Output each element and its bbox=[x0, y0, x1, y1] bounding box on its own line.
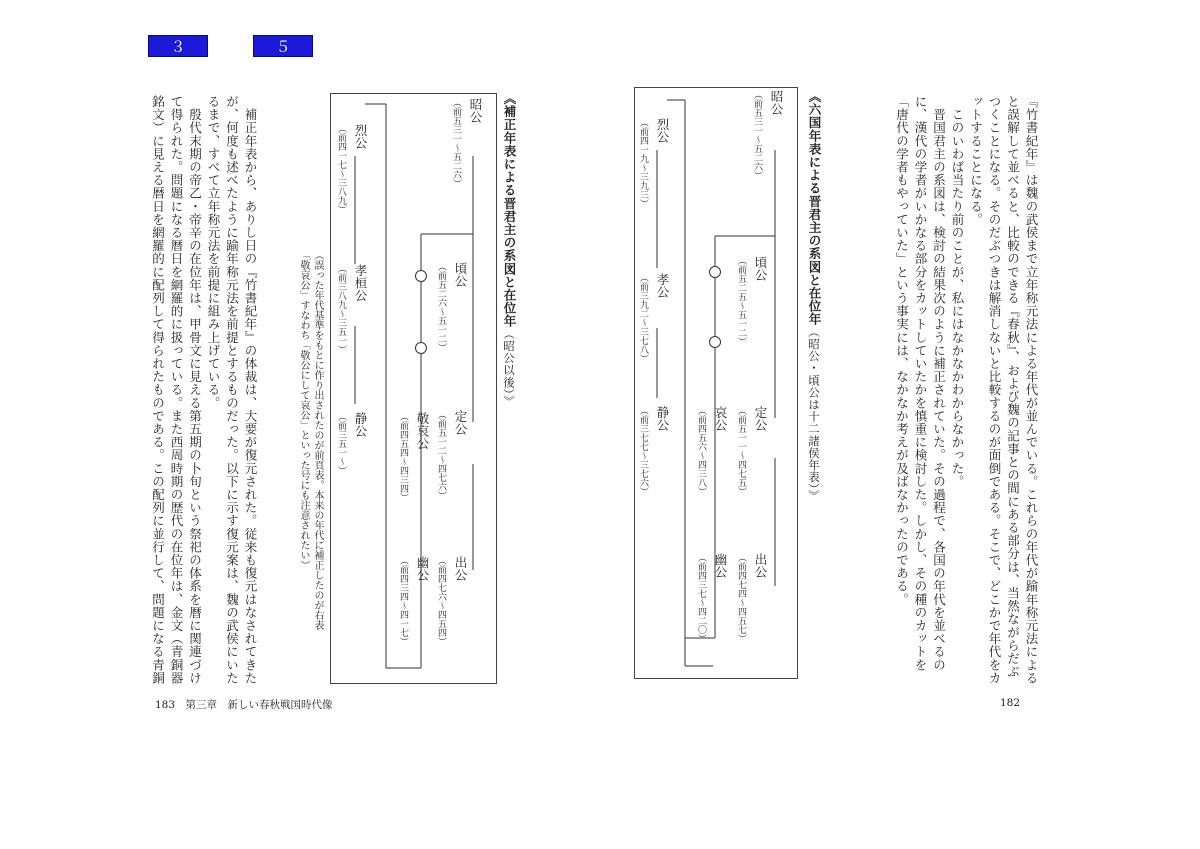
unknown-ruler-circle bbox=[709, 336, 721, 348]
ruler-name: 孝桓公 bbox=[353, 264, 368, 302]
ruler-name: 哀公 bbox=[713, 406, 728, 431]
text-column: つくことになる。そのだぶつきは解消しないと比較するのが面倒である。そこで、どこかで年代をカ bbox=[987, 95, 1002, 685]
text-column: て得られた。問題になる暦日を網羅的に扱っている。また西周時期の歴代の在位年は、金文（青銅器 bbox=[169, 95, 184, 685]
go-to-page-5-button[interactable]: ５ へ bbox=[253, 35, 313, 57]
node-you bbox=[695, 553, 729, 643]
ruler-name: 昭公 bbox=[468, 98, 483, 123]
text-column: 銘文）に見える暦日を網羅的に配列して得られたものである。この配列に並行して、問題になる青銅 bbox=[150, 95, 166, 685]
right-genealogy-diagram bbox=[634, 87, 798, 679]
reign-years: （前四五六〜四三八） bbox=[696, 406, 706, 496]
node-ding bbox=[435, 410, 469, 500]
reign-years: （前三五一〜） bbox=[336, 412, 346, 475]
node-lie bbox=[637, 118, 671, 208]
right-page-body-text bbox=[892, 95, 1040, 695]
ruler-name: 烈公 bbox=[353, 124, 368, 149]
diagram-note bbox=[296, 250, 324, 630]
reign-years: （前五一一〜四七五） bbox=[736, 406, 746, 496]
node-xiao bbox=[637, 273, 671, 363]
node-chu bbox=[435, 556, 469, 646]
reign-years: （前四七四〜四五七） bbox=[736, 553, 746, 643]
text-column: に、漢代の学者がいかなる部分をカットしていたかを慎重に検討した。しかし、その種のカットを bbox=[913, 95, 928, 672]
left-genealogy-diagram bbox=[330, 93, 497, 684]
ruler-name: 静公 bbox=[353, 412, 368, 437]
node-jing bbox=[637, 406, 671, 496]
left-page-footer: 183 第三章 新しい春秋戦国時代像 bbox=[155, 699, 333, 711]
ruler-name: 頃公 bbox=[753, 256, 768, 281]
reign-years: （前四五四〜四三四） bbox=[398, 412, 408, 502]
ruler-name: 烈公 bbox=[655, 118, 670, 143]
ruler-name: 幽公 bbox=[415, 556, 430, 581]
reign-years: （前三八九〜三五一） bbox=[336, 264, 346, 354]
reign-years: （前五三一〜五二六） bbox=[451, 98, 461, 188]
text-column: 『竹書紀年』は魏の武侯まで立年称元法による年代が並んでいる。これらの年代が踰年称元法による bbox=[1024, 95, 1039, 685]
ruler-name: 定公 bbox=[453, 410, 468, 435]
node-ai bbox=[695, 406, 729, 496]
ruler-name: 幽公 bbox=[713, 553, 728, 578]
caption-main: 《六国年表による晋君主の系図と在位年 bbox=[807, 90, 822, 326]
node-zhao bbox=[751, 90, 785, 180]
text-column: と誤解して並べると、比較のできる『春秋』、および魏の記事との間にある部分は、当然ながらだぶ bbox=[1005, 95, 1021, 679]
reign-years: （前五二六〜五一二） bbox=[436, 262, 446, 352]
note-line: （誤った年代基準をもとに作り出されたのが前頁表。本来の年代に補正したのが右表 bbox=[312, 250, 323, 630]
reign-years: （前三九二〜三七八） bbox=[638, 273, 648, 363]
node-lie bbox=[335, 124, 369, 214]
node-ding bbox=[735, 406, 769, 496]
reign-years: （前四一九〜三九三） bbox=[638, 118, 648, 208]
text-column: が、何度も述べたように踰年称元法を前提とするものだった。以下に示す復元案は、魏の武侯にいた bbox=[224, 95, 240, 685]
ruler-name: 頃公 bbox=[453, 262, 468, 287]
ruler-name: 孝公 bbox=[655, 273, 670, 298]
node-zhao bbox=[450, 98, 484, 188]
ruler-name: 出公 bbox=[453, 556, 468, 581]
ruler-name: 定公 bbox=[753, 406, 768, 431]
text-column: このいわば当たり前のことが、私にはなかなかわからなかった。 bbox=[950, 95, 965, 488]
node-qing bbox=[435, 262, 469, 352]
reign-years: （前五三一〜五二六） bbox=[752, 90, 762, 180]
node-qing bbox=[735, 256, 769, 346]
text-column: 「唐代の学者もやっていた」という事実には、なかなか考えが及ばなかったのである。 bbox=[894, 95, 910, 606]
left-page-body-text bbox=[148, 95, 259, 695]
text-column: 殷代末期の帝乙・帝辛の在位年は、甲骨文に見える第五期の卜旬という祭祀の体系を暦に関連づけ bbox=[187, 95, 203, 685]
node-jing bbox=[335, 412, 369, 475]
go-to-page-3-button[interactable]: ３ へ bbox=[148, 35, 208, 57]
text-column: 晋国君主の系図は、検討の結果次のように補正されていた。その過程で、各国の年代を並べるの bbox=[931, 95, 947, 672]
caption-sub: （昭公・頃公は十二諸侯年表）》 bbox=[807, 325, 821, 502]
note-line: 「敬哀公」すなわち「敬公にして哀公」といった号にも注意されたい） bbox=[298, 250, 309, 570]
unknown-ruler-circle bbox=[709, 266, 721, 278]
node-xiaohuan bbox=[335, 264, 369, 354]
unknown-ruler-circle bbox=[415, 270, 427, 282]
reign-years: （前四七六〜四五四） bbox=[436, 556, 446, 646]
reign-years: （前三七七〜三七六） bbox=[638, 406, 648, 496]
right-diagram-caption bbox=[805, 90, 823, 502]
text-column: 補正年表から、ありし日の『竹書紀年』の体裁は、大要が復元された。従来も復元はなされてきた bbox=[243, 95, 258, 685]
text-column: るまで、すべて立年称元法を前提に組み上げている。 bbox=[206, 95, 221, 410]
text-column: ットすることになる。 bbox=[968, 95, 984, 226]
ruler-name: 出公 bbox=[753, 553, 768, 578]
node-you bbox=[397, 556, 431, 646]
ruler-name: 昭公 bbox=[769, 90, 784, 115]
unknown-ruler-circle bbox=[415, 342, 427, 354]
caption-sub: （昭公以後）》 bbox=[502, 327, 516, 407]
reign-years: （前五一二〜四七六） bbox=[436, 410, 446, 500]
reign-years: （前四三四〜四一七） bbox=[398, 556, 408, 646]
right-page-number: 182 bbox=[1000, 697, 1021, 709]
reign-years: （前四一七〜三八九） bbox=[336, 124, 346, 214]
left-diagram-caption bbox=[500, 92, 518, 407]
ruler-name: 敬哀公 bbox=[415, 412, 430, 450]
caption-main: 《補正年表による晋君主の系図と在位年 bbox=[502, 92, 517, 328]
node-chu bbox=[735, 553, 769, 643]
ruler-name: 静公 bbox=[655, 406, 670, 431]
reign-years: （前五二五〜五一二） bbox=[736, 256, 746, 346]
reign-years: （前四三七〜四二〇） bbox=[696, 553, 706, 643]
node-jingai bbox=[397, 412, 431, 502]
